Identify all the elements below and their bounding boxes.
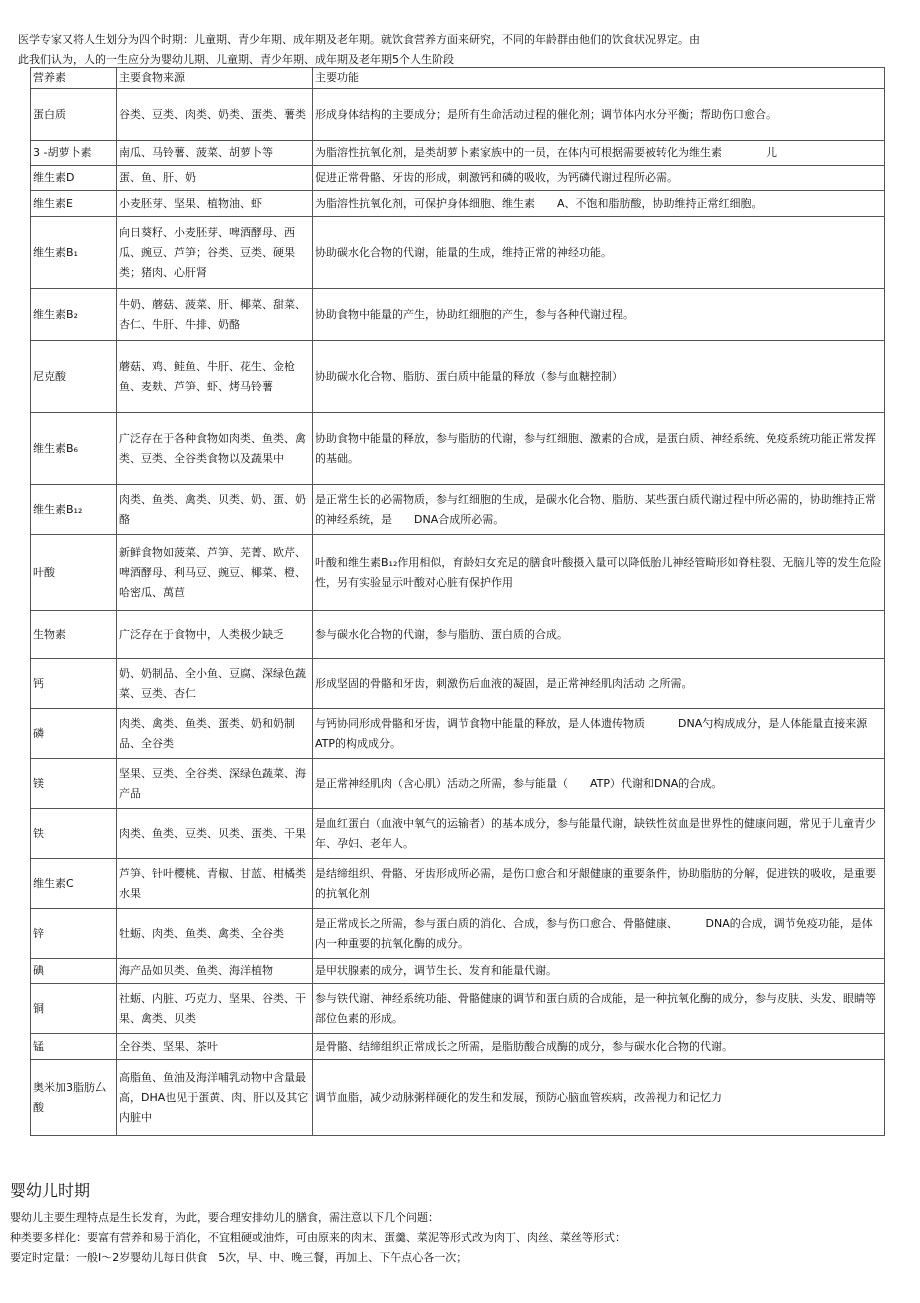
function-cell: 协助食物中能量的释放，参与脂肪的代谢，参与红细胞、激素的合成，是蛋白质、神经系统、免疫系统功能正常发挥的基础。 <box>313 413 885 485</box>
food-source-cell: 奶、奶制品、全小鱼、豆腐、深绿色蔬菜、豆类、杏仁 <box>117 659 313 709</box>
nutrient-cell: 蛋白质 <box>31 89 117 141</box>
function-cell: 为脂溶性抗氧化剂，是类胡萝卜素家族中的一员，在体内可根据需要被转化为维生素 儿 <box>313 141 885 166</box>
intro-line-1: 医学专家又将人生划分为四个时期：儿童期、青少年期、成年期及老年期。就饮食营养方面来研究，不同的年龄群由他们的饮食状况界定。由 <box>18 33 700 46</box>
food-source-cell: 蛋、鱼、肝、奶 <box>117 166 313 191</box>
table-header-row <box>31 68 885 89</box>
function-cell: 协助食物中能量的产生，协助红细胞的产生，参与各种代谢过程。 <box>313 289 885 341</box>
nutrient-cell: 生物素 <box>31 611 117 659</box>
food-source-cell: 向日葵籽、小麦胚芽、啤酒酵母、西瓜、豌豆、芦笋；谷类、豆类、硬果类；猪肉、心肝肾 <box>117 217 313 289</box>
nutrient-cell: 奥米加3脂肪厶酸 <box>31 1060 117 1136</box>
table-row <box>31 611 885 659</box>
table-row <box>31 217 885 289</box>
nutrient-cell: 维生素B₆ <box>31 413 117 485</box>
food-source-cell: 社蛎、内脏、巧克力、坚果、谷类、干果、禽类、贝类 <box>117 984 313 1034</box>
function-cell: 调节血脂，减少动脉粥样硬化的发生和发展，预防心脑血管疾病，改善视力和记忆力 <box>313 1060 885 1136</box>
table-row <box>31 984 885 1034</box>
food-source-cell: 牡蛎、肉类、鱼类、禽类、全谷类 <box>117 909 313 959</box>
table-row <box>31 535 885 611</box>
function-cell: 是骨骼、结缔组织正常成长之所需，是脂肪酸合成酶的成分，参与碳水化合物的代谢。 <box>313 1034 885 1060</box>
food-source-cell: 全谷类、坚果、茶叶 <box>117 1034 313 1060</box>
nutrient-cell: 碘 <box>31 959 117 984</box>
function-cell: 叶酸和维生素B₁₂作用相似，育龄妇女充足的膳食叶酸摄入量可以降低胎儿神经管畸形如脊柱裂、无脑儿等的发生危险性，另有实验显示叶酸对心脏有保护作用 <box>313 535 885 611</box>
food-source-cell: 牛奶、蘑菇、菠菜、肝、椰菜、甜菜、杏仁、牛肝、牛排、奶酪 <box>117 289 313 341</box>
infant-section <box>10 1180 910 1268</box>
nutrient-table <box>30 67 885 1136</box>
food-source-cell: 肉类、鱼类、豆类、贝类、蛋类、干果 <box>117 809 313 859</box>
table-row <box>31 191 885 217</box>
nutrient-cell: 锌 <box>31 909 117 959</box>
function-cell: 形成身体结构的主要成分；是所有生命活动过程的催化剂；调节体内水分平衡；帮助伤口愈合。 <box>313 89 885 141</box>
nutrient-cell: 磷 <box>31 709 117 759</box>
food-source-cell: 芦笋、针叶樱桃、青椒、甘蓝、柑橘类水果 <box>117 859 313 909</box>
table-row <box>31 341 885 413</box>
food-source-cell: 海产品如贝类、鱼类、海洋植物 <box>117 959 313 984</box>
nutrient-cell: 维生素B₁ <box>31 217 117 289</box>
function-cell: 参与碳水化合物的代谢，参与脂肪、蛋白质的合成。 <box>313 611 885 659</box>
table-row <box>31 141 885 166</box>
nutrient-cell: 铁 <box>31 809 117 859</box>
function-cell: 协助碳水化合物的代谢，能量的生成，维持正常的神经功能。 <box>313 217 885 289</box>
table-row <box>31 859 885 909</box>
food-source-cell: 小麦胚芽、坚果、植物油、虾 <box>117 191 313 217</box>
table-row <box>31 709 885 759</box>
function-cell: 是正常成长之所需，参与蛋白质的消化、合成，参与伤口愈合、骨骼健康、 DNA的合成，调节免疫功能，是体内一种重要的抗氧化酶的成分。 <box>313 909 885 959</box>
function-cell: 为脂溶性抗氧化剂，可保护身体细胞、维生素 A、不饱和脂肪酸，协助维持正常红细胞。 <box>313 191 885 217</box>
section-line-3: 要定时定量：一般I～2岁婴幼儿每日供食 5次，早、中、晚三餐，再加上、下午点心各一次； <box>10 1251 468 1264</box>
food-source-cell: 广泛存在于食物中，人类极少缺乏 <box>117 611 313 659</box>
intro-paragraph <box>18 30 898 70</box>
table-row <box>31 166 885 191</box>
table-row <box>31 89 885 141</box>
table-row <box>31 289 885 341</box>
food-source-cell: 蘑菇、鸡、鲑鱼、牛肝、花生、金枪鱼、麦麸、芦笋、虾、烤马铃薯 <box>117 341 313 413</box>
function-cell: 协助碳水化合物、脂肪、蛋白质中能量的释放（参与血糖控制） <box>313 341 885 413</box>
nutrient-cell: 尼克酸 <box>31 341 117 413</box>
nutrient-cell: 钙 <box>31 659 117 709</box>
food-source-cell: 坚果、豆类、全谷类、深绿色蔬菜、海产品 <box>117 759 313 809</box>
header-food-source: 主要食物来源 <box>117 68 313 89</box>
nutrient-cell: 镁 <box>31 759 117 809</box>
function-cell: 参与铁代谢、神经系统功能、骨骼健康的调节和蛋白质的合成能，是一种抗氧化酶的成分，参与皮肤、头发、眼睛等部位色素的形成。 <box>313 984 885 1034</box>
food-source-cell: 高脂鱼、鱼油及海洋哺乳动物中含量最高，DHA也见于蛋黄、肉、肝以及其它内脏中 <box>117 1060 313 1136</box>
food-source-cell: 肉类、禽类、鱼类、蛋类、奶和奶制品、全谷类 <box>117 709 313 759</box>
table-row <box>31 1034 885 1060</box>
nutrient-cell: 维生素C <box>31 859 117 909</box>
food-source-cell: 谷类、豆类、肉类、奶类、蛋类、薯类 <box>117 89 313 141</box>
table-row <box>31 809 885 859</box>
table-row <box>31 1060 885 1136</box>
food-source-cell: 广泛存在于各种食物如肉类、鱼类、禽类、豆类、全谷类食物以及蔬果中 <box>117 413 313 485</box>
nutrient-cell: 锰 <box>31 1034 117 1060</box>
nutrient-cell: 维生素D <box>31 166 117 191</box>
nutrient-cell: 铜 <box>31 984 117 1034</box>
nutrient-cell: 维生素B₂ <box>31 289 117 341</box>
section-line-2: 种类要多样化：要富有营养和易于消化，不宜粗硬或油炸，可由原来的肉末、蛋羹、菜泥等形式改为肉丁、肉丝、菜丝等形式： <box>10 1231 626 1244</box>
table-row <box>31 909 885 959</box>
table-row <box>31 485 885 535</box>
function-cell: 是结缔组织、骨骼、牙齿形成所必需，是伤口愈合和牙龈健康的重要条件，协助脂肪的分解，促进铁的吸收，是重要的抗氧化剂 <box>313 859 885 909</box>
function-cell: 是血红蛋白（血液中氧气的运输者）的基本成分，参与能量代谢，缺铁性贫血是世界性的健康问题，常见于儿童青少年、孕妇、老年人。 <box>313 809 885 859</box>
table-row <box>31 659 885 709</box>
function-cell: 促进正常骨骼、牙齿的形成，刺激钙和磷的吸收，为钙磷代谢过程所必需。 <box>313 166 885 191</box>
function-cell: 与钙协同形成骨骼和牙齿，调节食物中能量的释放，是人体遗传物质 DNA勺构成成分，是人体能量直接来源ATP的构成成分。 <box>313 709 885 759</box>
nutrient-cell: 维生素B₁₂ <box>31 485 117 535</box>
header-nutrient: 营养素 <box>31 68 117 89</box>
intro-line-2: 此我们认为，人的一生应分为婴幼儿期、儿童期、青少年期、成年期及老年期5个人生阶段 <box>18 53 454 66</box>
function-cell: 是正常生长的必需物质，参与红细胞的生成，是碳水化合物、脂肪、某些蛋白质代谢过程中所必需的，协助维持正常的神经系统，是 DNA合成所必需。 <box>313 485 885 535</box>
nutrient-cell: 叶酸 <box>31 535 117 611</box>
nutrient-cell: 维生素E <box>31 191 117 217</box>
header-function: 主要功能 <box>313 68 885 89</box>
function-cell: 是正常神经肌肉（含心肌）活动之所需，参与能量（ ATP）代谢和DNA的合成。 <box>313 759 885 809</box>
table-row <box>31 759 885 809</box>
function-cell: 是甲状腺素的成分，调节生长、发育和能量代谢。 <box>313 959 885 984</box>
section-line-1: 婴幼儿主要生理特点是生长发育，为此，要合理安排幼儿的膳食，需注意以下几个问题： <box>10 1211 439 1224</box>
food-source-cell: 肉类、鱼类、禽类、贝类、奶、蛋、奶酪 <box>117 485 313 535</box>
nutrient-cell: 3 -胡萝卜素 <box>31 141 117 166</box>
table-row <box>31 959 885 984</box>
table-body <box>31 89 885 1136</box>
function-cell: 形成坚固的骨骼和牙齿，刺激伤后血液的凝固，是正常神经肌肉活动 之所需。 <box>313 659 885 709</box>
food-source-cell: 南瓜、马铃薯、菠菜、胡萝卜等 <box>117 141 313 166</box>
table-row <box>31 413 885 485</box>
section-title: 婴幼儿时期 <box>10 1181 91 1200</box>
food-source-cell: 新鲜食物如菠菜、芦笋、芜菁、欧芹、啤酒酵母、利马豆、豌豆、椰菜、橙、哈密瓜、萬苣 <box>117 535 313 611</box>
